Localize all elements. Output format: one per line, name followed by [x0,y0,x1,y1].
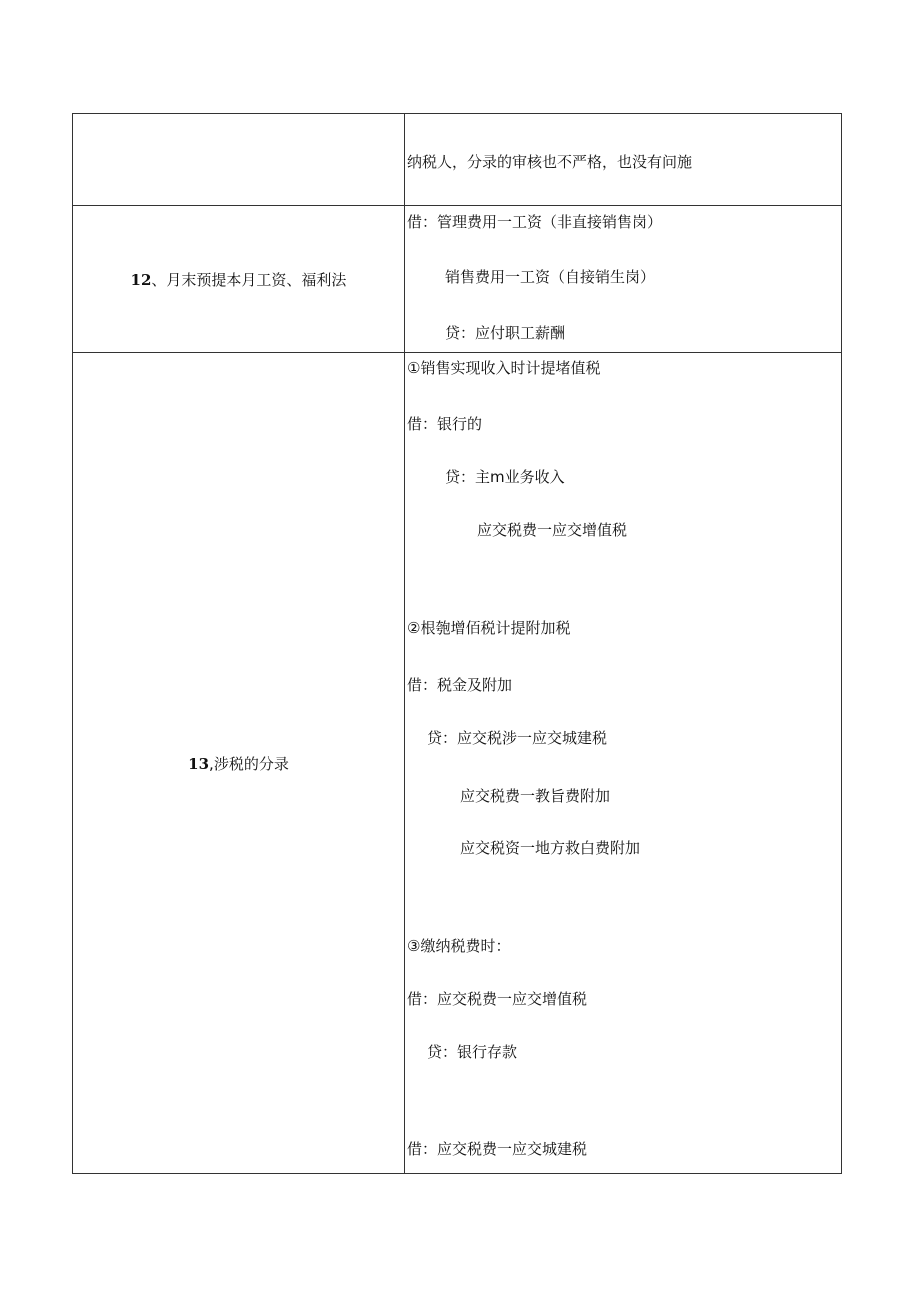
row-title: 、月末预提本月工资、福利法 [151,270,347,289]
entry-line: 借：应交税费一应交增值税 [407,990,588,1008]
entry-line: 应交税费一教旨费附加 [460,787,611,805]
entry-line: 贷：银行存款 [427,1043,518,1061]
entry-line: 销售费用一工资（自接销生岗） [445,268,656,286]
row-label-cell [73,206,405,352]
entry-line: 应交税资一地方救白费附加 [460,839,641,857]
entry-line: 借：税金及附加 [407,676,513,694]
row-label-cell [73,353,405,1173]
row-number: 12 [130,270,152,289]
table-row [73,206,841,353]
entry-line: 贷：应付职工薪酬 [445,324,566,342]
entry-line: ③缴纳税费时： [407,937,511,955]
entry-line: 应交税费一应交增值税 [477,521,628,539]
row-title: ,涉税的分录 [209,754,289,773]
journal-entry-table [72,113,842,1174]
entry-line: 借：应交税费一应交城建税 [407,1140,588,1158]
entry-line: 借：银行的 [407,415,483,433]
row-label-cell [73,114,405,205]
row-content-cell [405,114,841,205]
entry-line: 贷：应交税涉一应交城建税 [427,729,608,747]
row-number: 13 [188,754,210,773]
row-content-cell [405,353,841,1173]
entry-line: 纳税人，分录的审核也不严格，也没有问施 [407,153,693,171]
row-content-cell [405,206,841,352]
entry-line: ②根匏增佰税计提附加税 [407,619,571,637]
entry-line: 借：管理费用一工资（非直接销售岗） [407,213,663,231]
entry-line: 贷：主m业务收入 [445,468,565,486]
table-row [73,114,841,206]
table-row [73,353,841,1173]
row-label [131,269,347,290]
entry-line: ①销售实现收入时计提堵值税 [407,359,601,377]
row-label [188,753,289,774]
